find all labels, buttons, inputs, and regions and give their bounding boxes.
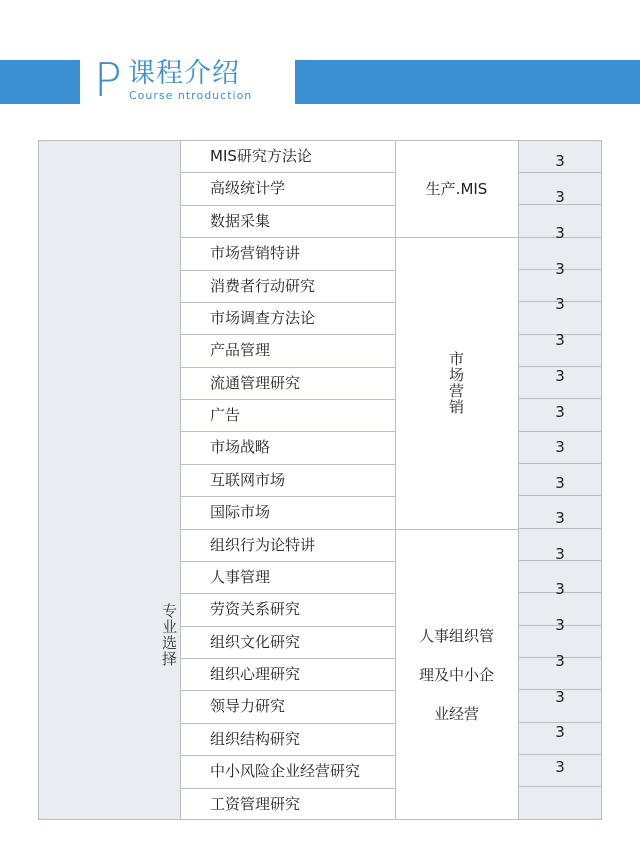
group-label-line: 理及中小企 [418,666,494,684]
page-title: 课程介绍 [128,58,240,89]
course-name: 国际市场 [210,503,271,521]
credit-value: 3 [555,403,565,421]
credit-row-line [518,140,602,141]
header-band-right [295,60,640,104]
group-row-line [395,237,518,238]
course-name: 互联网市场 [210,471,286,489]
credit-value: 3 [555,152,565,170]
credit-value: 3 [555,367,565,385]
credit-value: 3 [555,723,565,741]
table-column-line [38,140,39,820]
course-name: 高级统计学 [210,179,286,197]
page-subtitle: Course ntroduction [129,89,253,102]
credit-row-line [518,786,602,787]
group-label-line: 人事组织管 [418,627,494,645]
group-label-marketing [395,237,518,529]
course-name: 劳资关系研究 [210,600,301,618]
course-name: 组织结构研究 [210,730,301,748]
credit-value: 3 [555,688,565,706]
course-name: 人事管理 [210,568,271,586]
group-label-mis [395,140,518,237]
credit-value: 3 [555,545,565,563]
course-name: 消费者行动研究 [210,277,316,295]
credit-row-line [518,528,602,529]
credit-row-line [518,431,602,432]
credit-row-line [518,398,602,399]
course-name: MIS研究方法论 [210,147,312,165]
course-name: 组织文化研究 [210,633,301,651]
course-name: 工资管理研究 [210,795,301,813]
group-label-line: 生产.MIS [425,180,488,198]
course-name: 组织心理研究 [210,665,301,683]
header-logo-letter: P [94,53,122,107]
credit-row-line [518,754,602,755]
credit-value: 3 [555,295,565,313]
category-column-bg [38,140,180,820]
header-band-left [0,60,80,104]
course-name: 中小风险企业经营研究 [210,762,361,780]
credit-row-line [518,172,602,173]
credit-value: 3 [555,580,565,598]
course-name: 广告 [210,406,241,424]
course-name: 领导力研究 [210,697,286,715]
credit-value: 3 [555,474,565,492]
table-column-line [395,140,396,820]
credit-row-line [518,463,602,464]
credit-value: 3 [555,224,565,242]
credit-value: 3 [555,509,565,527]
credit-row-line [518,495,602,496]
credit-value: 3 [555,652,565,670]
group-label-text: 市场营销 [447,351,465,415]
course-name: 组织行为论特讲 [210,536,316,554]
category-label: 专业选择 [160,603,178,667]
course-name: 产品管理 [210,341,271,359]
course-name: 数据采集 [210,212,271,230]
group-label-line: 业经营 [433,705,479,723]
group-label-hr [395,529,518,820]
credit-value: 3 [555,331,565,349]
course-name: 市场调查方法论 [210,309,316,327]
table-column-line [180,140,181,820]
credit-value: 3 [555,260,565,278]
course-table [38,140,602,820]
group-row-line [395,529,518,530]
course-name: 市场营销特讲 [210,244,301,262]
credit-value: 3 [555,616,565,634]
course-name: 市场战略 [210,438,271,456]
credit-value: 3 [555,758,565,776]
credit-value: 3 [555,438,565,456]
course-name: 流通管理研究 [210,374,301,392]
credit-value: 3 [555,188,565,206]
